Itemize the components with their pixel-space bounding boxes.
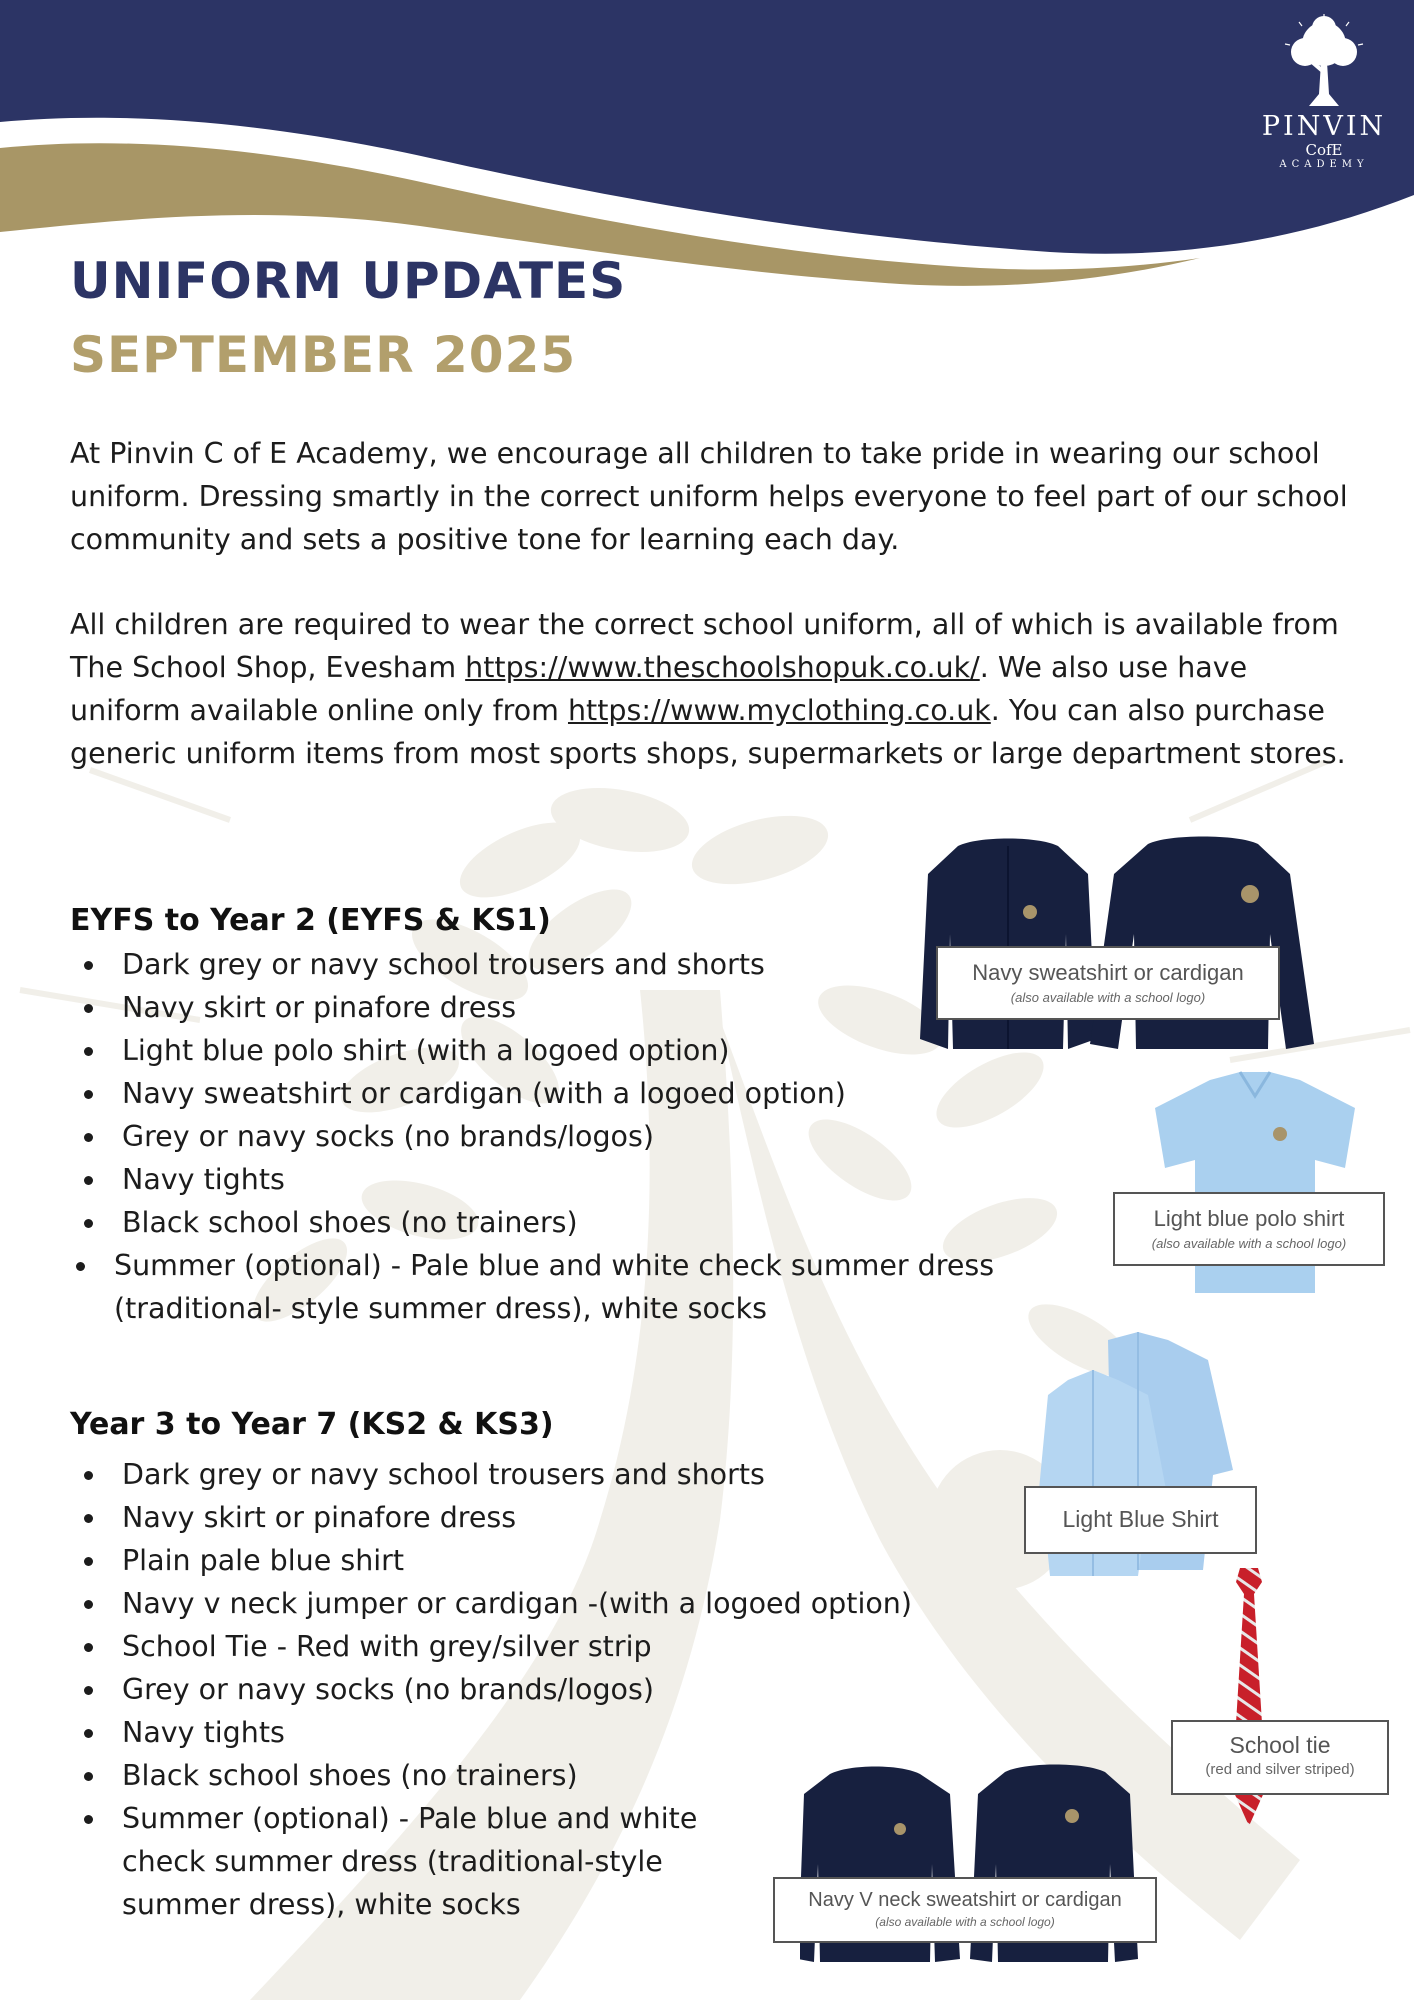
section-ks2-title: Year 3 to Year 7 (KS2 & KS3) <box>70 1407 554 1442</box>
list-item: Light blue polo shirt (with a logoed option) <box>122 1029 1122 1072</box>
list-item: Navy sweatshirt or cardigan (with a logoed option) <box>122 1072 1122 1115</box>
list-item: Dark grey or navy school trousers and shorts <box>122 1453 1122 1496</box>
caption-polo: Light blue polo shirt (also available with a school logo) <box>1113 1192 1385 1266</box>
school-shop-link[interactable]: https://www.theschoolshopuk.co.uk/ <box>465 651 980 684</box>
school-logo <box>1256 14 1392 172</box>
intro-paragraph-2: All children are required to wear the correct school uniform, all of which is available from The School Shop, Evesham https://www.theschoolshopuk.co.uk/. We also use have uniform available online only from https://www.myclothing.co.uk. You can also purchase generic uniform items from most sports shops, supermarkets or large department stores. <box>70 608 1346 770</box>
list-item: Navy skirt or pinafore dress <box>122 986 1122 1029</box>
logo-academy: ACADEMY <box>1279 159 1369 170</box>
page-title: UNIFORM UPDATES <box>70 252 627 310</box>
caption-sweatshirt: Navy sweatshirt or cardigan (also available with a school logo) <box>936 946 1280 1020</box>
list-item: Grey or navy socks (no brands/logos) <box>122 1115 1122 1158</box>
caption-tie: School tie (red and silver striped) <box>1171 1720 1389 1795</box>
section-ks2-list <box>70 1453 912 1926</box>
list-item: Black school shoes (no trainers) <box>122 1201 1122 1244</box>
navy-sweatshirt-image <box>918 834 1318 1056</box>
tree-icon <box>1279 14 1369 112</box>
list-item: Dark grey or navy school trousers and shorts <box>122 943 1122 986</box>
list-item: Black school shoes (no trainers) <box>122 1754 1122 1797</box>
section-eyfs-title: EYFS to Year 2 (EYFS & KS1) <box>70 903 551 938</box>
logo-name: PINVIN <box>1261 111 1387 142</box>
list-item: Navy tights <box>122 1711 1122 1754</box>
caption-shirt: Light Blue Shirt <box>1024 1486 1257 1554</box>
page-subtitle-date: SEPTEMBER 2025 <box>70 326 577 384</box>
logo-cofe: CofE <box>1305 141 1343 159</box>
list-item: Summer (optional) - Pale blue and white check summer dress (traditional-style summer dress), white socks <box>122 1797 782 1926</box>
list-item: Grey or navy socks (no brands/logos) <box>122 1668 1122 1711</box>
myclothing-link[interactable]: https://www.myclothing.co.uk <box>567 694 991 727</box>
list-item: Summer (optional) - Pale blue and white check summer dress (traditional- style summer dress), white socks <box>114 1244 1114 1330</box>
list-item: Navy v neck jumper or cardigan -(with a logoed option) <box>122 1582 1122 1625</box>
intro-paragraph-1: At Pinvin C of E Academy, we encourage all children to take pride in wearing our school uniform. Dressing smartly in the correct uniform helps everyone to feel part of our school community and sets a positive tone for learning each day. <box>70 437 1348 556</box>
list-item: Plain pale blue shirt <box>122 1539 1122 1582</box>
caption-vneck: Navy V neck sweatshirt or cardigan (also available with a school logo) <box>773 1877 1157 1943</box>
list-item: Navy tights <box>122 1158 1122 1201</box>
list-item: School Tie - Red with grey/silver strip <box>122 1625 1122 1668</box>
list-item: Navy skirt or pinafore dress <box>122 1496 1122 1539</box>
